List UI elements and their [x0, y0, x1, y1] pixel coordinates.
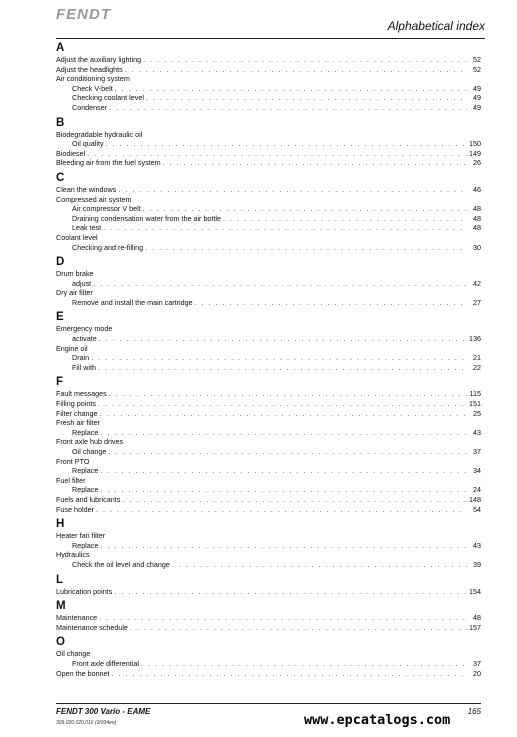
entry-text: Front PTO [56, 456, 90, 466]
page-ref: 25 [473, 408, 481, 418]
index-entry [56, 623, 481, 633]
page-ref: 37 [473, 447, 481, 456]
index-heading [56, 531, 481, 541]
dot-leader [115, 84, 467, 94]
index-entry [56, 669, 481, 679]
dot-leader [109, 389, 467, 399]
dot-leader [130, 623, 467, 633]
page-ref: 115 [469, 389, 481, 399]
index-heading [56, 418, 481, 428]
index-heading [56, 233, 481, 243]
entry-text: Oil change [56, 649, 91, 659]
entry-text: Checking coolant level [72, 93, 144, 103]
index-entry [56, 93, 481, 103]
dot-leader [100, 428, 467, 438]
entry-text: Replace [72, 540, 99, 550]
alphabetical-index [56, 40, 481, 678]
page-ref: 27 [473, 297, 481, 307]
entry-text: Bleeding air from the fuel system [56, 158, 161, 168]
entry-text: Hydraulics [56, 550, 90, 560]
entry-text: Air compressor V belt [72, 204, 141, 214]
page-ref: 148 [469, 494, 481, 504]
index-heading [56, 649, 481, 659]
entry-text: Replace [72, 427, 99, 437]
entry-text: Drum brake [56, 269, 94, 279]
page-ref: 22 [473, 362, 481, 372]
index-heading [56, 324, 481, 334]
index-entry [56, 243, 481, 253]
dot-leader [118, 185, 467, 195]
index-entry [56, 214, 481, 224]
index-entry [56, 587, 481, 597]
dot-leader [125, 65, 467, 75]
section-letter: E [56, 311, 64, 324]
index-heading [56, 269, 481, 279]
dot-leader [100, 541, 467, 551]
index-entry [56, 55, 481, 65]
dot-leader [114, 587, 467, 597]
index-entry [56, 466, 481, 476]
index-entry [56, 103, 481, 113]
entry-text: Leak test [72, 223, 102, 233]
entry-text: Front axle differential [72, 658, 139, 668]
section-letter: L [56, 573, 64, 586]
entry-text: Draining condensation water from the air bottle [72, 213, 222, 223]
entry-text: Oil quality [72, 139, 104, 149]
index-entry [56, 158, 481, 168]
dot-leader [223, 214, 467, 224]
entry-text: Drain [72, 353, 90, 363]
section-letter: A [56, 42, 65, 54]
dot-leader [172, 560, 467, 570]
entry-text: Filter change [56, 408, 98, 418]
page-ref: 48 [473, 213, 481, 223]
section-letter: H [56, 518, 65, 531]
index-entry [56, 428, 481, 438]
entry-text: Clean the windows [56, 184, 117, 194]
index-entry [56, 149, 481, 159]
index-heading [56, 195, 481, 205]
page-ref: 46 [473, 184, 481, 194]
index-entry [56, 505, 481, 515]
entry-text: Oil change [72, 447, 107, 456]
entry-text: Remove and install the main cartridge [72, 297, 193, 307]
dot-leader [109, 103, 467, 113]
page-ref: 54 [473, 504, 481, 514]
entry-text: Air conditioning system [56, 74, 130, 84]
page-ref: 157 [469, 622, 481, 632]
page-ref: 26 [473, 158, 481, 168]
page-header [56, 0, 485, 39]
index-entry [56, 389, 481, 399]
index-heading [56, 130, 481, 140]
index-entry [56, 541, 481, 551]
page-ref: 34 [473, 466, 481, 476]
entry-text: Checking and re-filling [72, 242, 144, 252]
entry-text: Replace [72, 485, 99, 495]
page-ref: 20 [473, 668, 481, 678]
entry-text: Fresh air filter [56, 418, 100, 428]
watermark: www.epcatalogs.com [304, 712, 451, 728]
page-ref: 21 [473, 353, 481, 363]
document-code: 309.020.020.016 (3/934en) [56, 720, 117, 726]
entry-text: Maintenance schedule [56, 622, 128, 632]
section-letter: O [56, 636, 65, 649]
dot-leader [98, 363, 467, 373]
entry-text: Open the bonnet [56, 668, 110, 678]
entry-text: Condenser [72, 102, 108, 112]
entry-text: Compressed air system [56, 194, 132, 204]
index-heading [56, 437, 481, 447]
index-heading [56, 550, 481, 560]
index-entry [56, 659, 481, 669]
index-heading [56, 476, 481, 486]
entry-text: Fault messages [56, 389, 107, 399]
entry-text: Front axle hub drives [56, 437, 124, 447]
page-ref: 150 [469, 139, 481, 149]
page-ref: 39 [473, 559, 481, 569]
dot-leader [99, 334, 467, 344]
entry-text: adjust [72, 278, 92, 288]
dot-leader [100, 409, 467, 419]
entry-text: Fuels and lubricants [56, 494, 121, 504]
index-entry [56, 495, 481, 505]
dot-leader [87, 149, 467, 159]
page-ref: 136 [469, 334, 481, 344]
entry-text: Fill with [72, 362, 96, 372]
dot-leader [122, 495, 467, 505]
dot-leader [112, 669, 467, 679]
index-entry [56, 298, 481, 308]
fendt-logo: FENDT [56, 6, 111, 23]
footer-title: FENDT 300 Vario - EAME [56, 707, 151, 716]
index-entry [56, 399, 481, 409]
section-letter: B [56, 116, 65, 129]
index-entry [56, 204, 481, 214]
page-ref: 42 [473, 278, 481, 288]
page-ref: 48 [473, 613, 481, 623]
section-letter: D [56, 256, 65, 269]
dot-leader [145, 243, 467, 253]
page-ref: 49 [473, 93, 481, 103]
dot-leader [106, 139, 467, 149]
section-letter: F [56, 376, 64, 389]
dot-leader [100, 466, 467, 476]
entry-text: Heater fan filter [56, 531, 106, 541]
page-ref: 52 [473, 64, 481, 74]
dot-leader [146, 93, 467, 103]
index-entry [56, 613, 481, 623]
page-number: 165 [467, 707, 481, 716]
entry-text: Fuse holder [56, 504, 94, 514]
entry-text: Maintenance [56, 613, 98, 623]
dot-leader [99, 613, 467, 623]
entry-text: Engine oil [56, 343, 88, 353]
index-entry [56, 560, 481, 570]
entry-text: Replace [72, 466, 99, 476]
index-heading [56, 457, 481, 467]
page-ref: 37 [473, 658, 481, 668]
page-ref: 48 [473, 223, 481, 233]
page-ref: 149 [469, 148, 481, 158]
page-ref: 43 [473, 427, 481, 437]
index-entry [56, 139, 481, 149]
dot-leader [100, 485, 467, 495]
page-ref: 30 [473, 242, 481, 252]
section-letter: M [56, 600, 66, 613]
page-ref: 49 [473, 102, 481, 112]
page-ref: 151 [469, 399, 481, 409]
index-entry [56, 223, 481, 233]
index-entry [56, 334, 481, 344]
index-entry [56, 363, 481, 373]
page-ref: 154 [469, 586, 481, 596]
dot-leader [103, 223, 467, 233]
index-entry [56, 485, 481, 495]
entry-text: Lubrication points [56, 586, 113, 596]
page-title: Alphabetical index [387, 19, 485, 33]
page-ref: 49 [473, 83, 481, 93]
index-entry [56, 84, 481, 94]
entry-text: Adjust the headlights [56, 64, 123, 74]
entry-text: Coolant level [56, 232, 98, 242]
dot-leader [143, 204, 467, 214]
index-entry [56, 185, 481, 195]
entry-text: Emergency mode [56, 324, 113, 334]
page-ref: 52 [473, 55, 481, 64]
dot-leader [163, 158, 467, 168]
entry-text: Dry air filter [56, 288, 93, 298]
index-heading [56, 344, 481, 354]
section-letter: C [56, 171, 65, 184]
entry-text: Fuel filter [56, 475, 86, 485]
index-entry [56, 409, 481, 419]
dot-leader [93, 279, 467, 289]
dot-leader [195, 298, 467, 308]
entry-text: Biodegradable hydraulic oil [56, 129, 143, 139]
page-ref: 48 [473, 204, 481, 214]
entry-text: activate [72, 334, 97, 344]
dot-leader [98, 399, 467, 409]
index-entry [56, 279, 481, 289]
entry-text: Check the oil level and change [72, 559, 170, 569]
index-entry [56, 447, 481, 457]
entry-text: Check V-belt [72, 83, 113, 93]
dot-leader [141, 659, 467, 669]
index-entry [56, 65, 481, 75]
dot-leader [143, 55, 467, 65]
index-heading [56, 288, 481, 298]
page-ref: 43 [473, 540, 481, 550]
dot-leader [108, 447, 467, 457]
page-ref: 24 [473, 485, 481, 495]
dot-leader [91, 353, 467, 363]
index-heading [56, 74, 481, 84]
entry-text: Filling points [56, 399, 96, 409]
entry-text: Adjust the auxiliary lighting [56, 55, 142, 64]
dot-leader [96, 505, 467, 515]
entry-text: Biodiesel [56, 148, 86, 158]
index-entry [56, 353, 481, 363]
